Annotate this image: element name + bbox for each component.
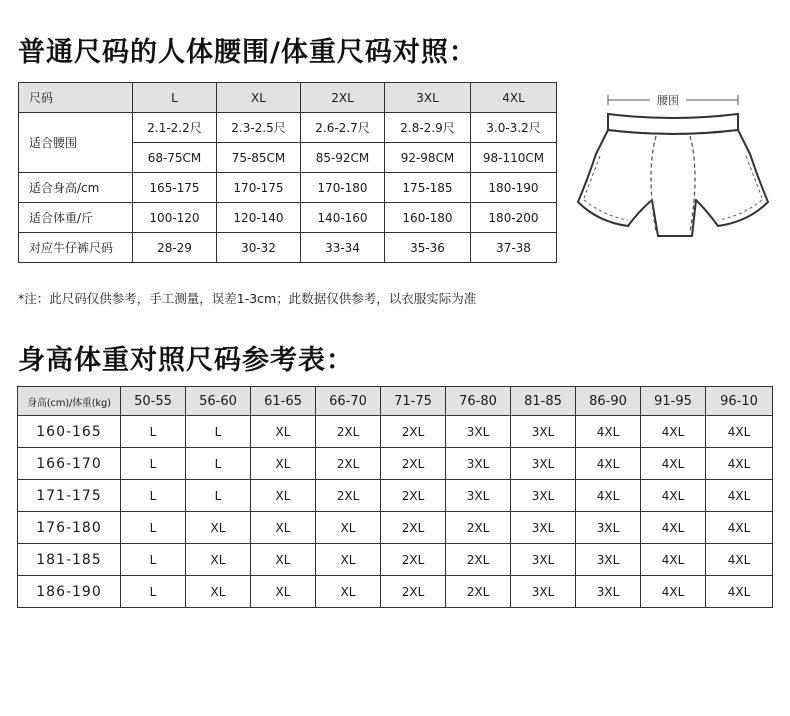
table-cell: 33-34 bbox=[301, 233, 385, 263]
table-cell: 170-180 bbox=[301, 173, 385, 203]
height-row-label: 适合身高/cm bbox=[19, 173, 133, 203]
height-range-cell: 181-185 bbox=[18, 544, 121, 576]
size-cell: 4XL bbox=[641, 512, 706, 544]
size-cell: XL bbox=[251, 480, 316, 512]
size-cell: 2XL bbox=[381, 448, 446, 480]
size-cell: XL bbox=[251, 576, 316, 608]
size-cell: 4XL bbox=[641, 416, 706, 448]
size-cell: 3XL bbox=[446, 448, 511, 480]
weight-header-cell: 61-65 bbox=[251, 387, 316, 416]
height-range-cell: 166-170 bbox=[18, 448, 121, 480]
jeans-row-label: 对应牛仔裤尺码 bbox=[19, 233, 133, 263]
size-cell: 4XL bbox=[706, 576, 773, 608]
size-column-header: 尺码 bbox=[19, 83, 133, 113]
table-cell: 75-85CM bbox=[217, 143, 301, 173]
size-cell: 2XL bbox=[381, 416, 446, 448]
boxer-brief-diagram bbox=[572, 86, 782, 246]
height-range-cell: 186-190 bbox=[18, 576, 121, 608]
table-cell: 68-75CM bbox=[133, 143, 217, 173]
size-cell: 4XL bbox=[706, 544, 773, 576]
size-cell: XL bbox=[316, 576, 381, 608]
size-cell: 4XL bbox=[706, 416, 773, 448]
table-cell: 160-180 bbox=[385, 203, 471, 233]
size-cell: 4XL bbox=[576, 480, 641, 512]
size-cell: L bbox=[121, 416, 186, 448]
height-weight-chart-title: 身高体重对照尺码参考表： bbox=[18, 345, 354, 376]
size-header-cell: L bbox=[133, 83, 217, 113]
size-cell: L bbox=[121, 480, 186, 512]
table-cell: 28-29 bbox=[133, 233, 217, 263]
waistband bbox=[608, 114, 738, 134]
size-cell: 3XL bbox=[511, 480, 576, 512]
table-cell: 37-38 bbox=[471, 233, 557, 263]
weight-header-cell: 50-55 bbox=[121, 387, 186, 416]
size-cell: 4XL bbox=[706, 480, 773, 512]
size-cell: XL bbox=[186, 576, 251, 608]
weight-header-cell: 76-80 bbox=[446, 387, 511, 416]
size-cell: 2XL bbox=[381, 544, 446, 576]
table-cell: 175-185 bbox=[385, 173, 471, 203]
size-cell: 3XL bbox=[511, 448, 576, 480]
size-cell: XL bbox=[186, 544, 251, 576]
size-cell: 2XL bbox=[381, 576, 446, 608]
size-cell: 4XL bbox=[641, 544, 706, 576]
height-range-cell: 171-175 bbox=[18, 480, 121, 512]
table-cell: 98-110CM bbox=[471, 143, 557, 173]
size-cell: 4XL bbox=[641, 576, 706, 608]
height-range-cell: 160-165 bbox=[18, 416, 121, 448]
size-cell: 2XL bbox=[316, 448, 381, 480]
waist-label: 腰围 bbox=[657, 94, 679, 107]
table-cell: 2.1-2.2尺 bbox=[133, 113, 217, 143]
table-cell: 3.0-3.2尺 bbox=[471, 113, 557, 143]
size-header-cell: 2XL bbox=[301, 83, 385, 113]
table-cell: 100-120 bbox=[133, 203, 217, 233]
size-cell: 2XL bbox=[446, 576, 511, 608]
table-row bbox=[18, 416, 773, 448]
weight-header-cell: 91-95 bbox=[641, 387, 706, 416]
waist-chi-row bbox=[19, 113, 557, 143]
weight-header-cell: 71-75 bbox=[381, 387, 446, 416]
size-header-cell: 3XL bbox=[385, 83, 471, 113]
table-cell: 92-98CM bbox=[385, 143, 471, 173]
size-chart-table bbox=[18, 82, 557, 263]
table-row bbox=[18, 448, 773, 480]
table-row bbox=[18, 576, 773, 608]
size-cell: 4XL bbox=[576, 448, 641, 480]
table-cell: 140-160 bbox=[301, 203, 385, 233]
size-cell: 2XL bbox=[381, 480, 446, 512]
size-cell: 3XL bbox=[576, 544, 641, 576]
weight-row-label: 适合体重/斤 bbox=[19, 203, 133, 233]
table-cell: 165-175 bbox=[133, 173, 217, 203]
table-row bbox=[18, 512, 773, 544]
table-cell: 35-36 bbox=[385, 233, 471, 263]
size-cell: 2XL bbox=[316, 416, 381, 448]
size-cell: 3XL bbox=[511, 576, 576, 608]
size-cell: 4XL bbox=[706, 512, 773, 544]
size-cell: 4XL bbox=[576, 416, 641, 448]
size-cell: XL bbox=[251, 448, 316, 480]
weight-header-cell: 66-70 bbox=[316, 387, 381, 416]
table-cell: 2.6-2.7尺 bbox=[301, 113, 385, 143]
size-cell: L bbox=[186, 480, 251, 512]
size-cell: XL bbox=[251, 416, 316, 448]
size-cell: 3XL bbox=[511, 512, 576, 544]
table-row bbox=[18, 544, 773, 576]
size-cell: 4XL bbox=[641, 480, 706, 512]
size-cell: L bbox=[121, 576, 186, 608]
size-cell: XL bbox=[316, 512, 381, 544]
size-cell: L bbox=[121, 448, 186, 480]
size-cell: 3XL bbox=[446, 416, 511, 448]
size-cell: L bbox=[121, 544, 186, 576]
size-cell: 3XL bbox=[511, 416, 576, 448]
size-cell: L bbox=[186, 416, 251, 448]
table-row bbox=[18, 480, 773, 512]
height-weight-size-table bbox=[17, 386, 773, 608]
height-range-cell: 176-180 bbox=[18, 512, 121, 544]
size-cell: 2XL bbox=[446, 512, 511, 544]
size-cell: 4XL bbox=[641, 448, 706, 480]
size-cell: XL bbox=[186, 512, 251, 544]
brief-body bbox=[578, 130, 768, 236]
size-cell: 3XL bbox=[446, 480, 511, 512]
jeans-row bbox=[19, 233, 557, 263]
size-cell: XL bbox=[316, 544, 381, 576]
table-cell: 180-200 bbox=[471, 203, 557, 233]
size-cell: 3XL bbox=[511, 544, 576, 576]
table-cell: 2.8-2.9尺 bbox=[385, 113, 471, 143]
waist-row-label: 适合腰围 bbox=[19, 113, 133, 173]
weight-header-row bbox=[18, 387, 773, 416]
weight-header-cell: 56-60 bbox=[186, 387, 251, 416]
table-cell: 180-190 bbox=[471, 173, 557, 203]
height-weight-corner-header: 身高(cm)/体重(kg) bbox=[18, 387, 121, 416]
weight-header-cell: 86-90 bbox=[576, 387, 641, 416]
size-cell: L bbox=[121, 512, 186, 544]
weight-header-cell: 81-85 bbox=[511, 387, 576, 416]
size-cell: L bbox=[186, 448, 251, 480]
size-cell: 2XL bbox=[316, 480, 381, 512]
weight-header-cell: 96-10 bbox=[706, 387, 773, 416]
table-cell: 85-92CM bbox=[301, 143, 385, 173]
size-cell: 3XL bbox=[576, 576, 641, 608]
table-cell: 30-32 bbox=[217, 233, 301, 263]
measurement-note: *注：此尺码仅供参考，手工测量，误差1-3cm；此数据仅供参考，以衣服实际为准 bbox=[18, 291, 477, 306]
size-chart-header-row bbox=[19, 83, 557, 113]
size-header-cell: 4XL bbox=[471, 83, 557, 113]
weight-row bbox=[19, 203, 557, 233]
size-cell: XL bbox=[251, 512, 316, 544]
size-cell: 2XL bbox=[446, 544, 511, 576]
size-cell: XL bbox=[251, 544, 316, 576]
table-cell: 120-140 bbox=[217, 203, 301, 233]
size-cell: 2XL bbox=[381, 512, 446, 544]
table-cell: 2.3-2.5尺 bbox=[217, 113, 301, 143]
size-cell: 3XL bbox=[576, 512, 641, 544]
height-row bbox=[19, 173, 557, 203]
table-cell: 170-175 bbox=[217, 173, 301, 203]
size-chart-title: 普通尺码的人体腰围/体重尺码对照： bbox=[18, 37, 477, 68]
height-weight-table-body bbox=[18, 416, 773, 608]
size-header-cell: XL bbox=[217, 83, 301, 113]
size-cell: 4XL bbox=[706, 448, 773, 480]
